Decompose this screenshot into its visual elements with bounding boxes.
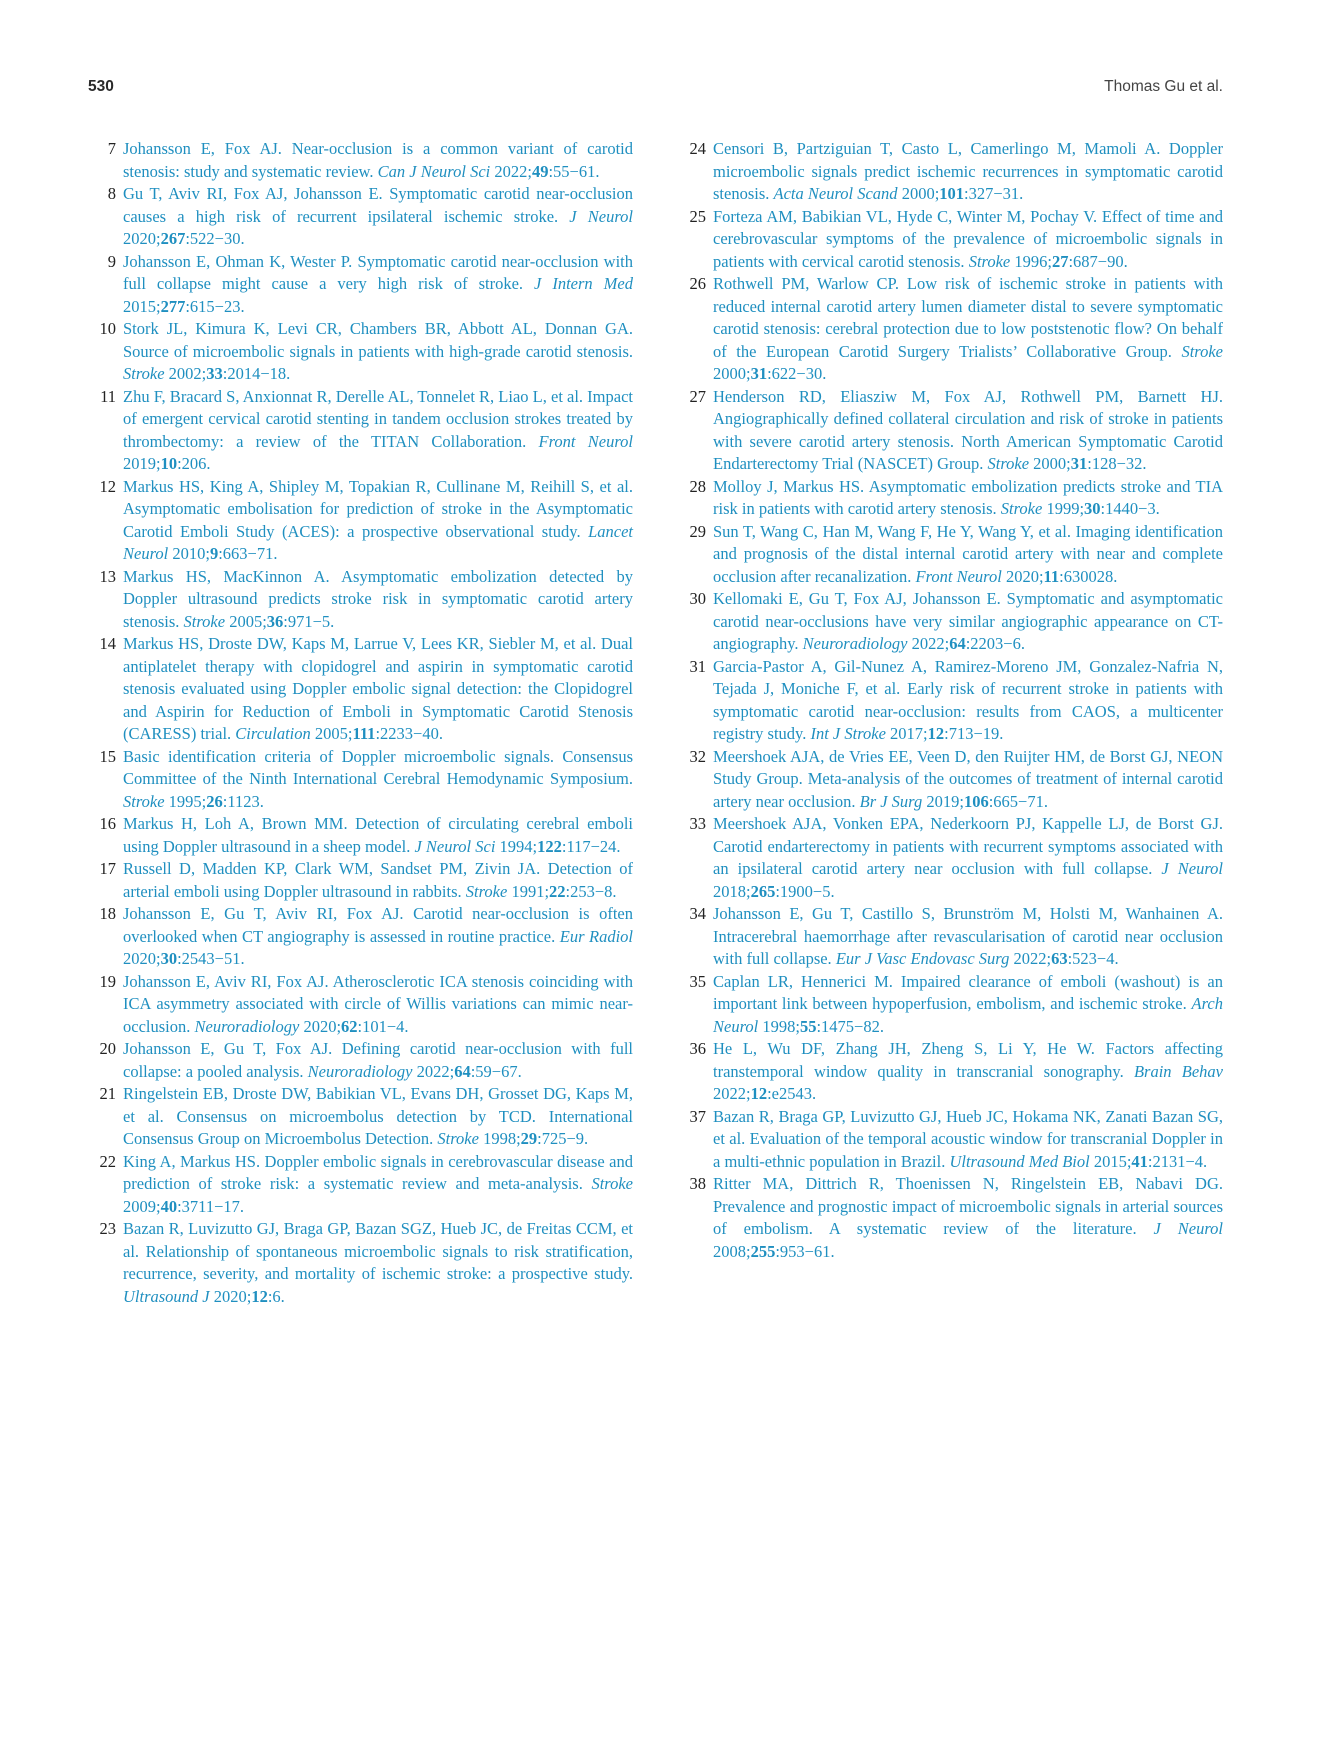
reference-journal: Eur J Vasc Endovasc Surg [835, 949, 1010, 968]
reference-volume: 30 [1084, 499, 1101, 518]
reference-year: 1991; [507, 881, 550, 901]
reference-volume: 111 [352, 724, 376, 743]
reference-number: 11 [100, 386, 116, 406]
reference-year: 2022; [907, 634, 950, 653]
reference-text[interactable] [713, 273, 1223, 386]
reference-year: 2017; [885, 724, 928, 743]
page-number: 530 [88, 78, 114, 95]
reference-authors-title: Meershoek AJA, Vonken EPA, Nederkoorn PJ, Kappelle LJ, de Borst GJ. Carotid endarterectomy in patients with recurrent symptoms associated with an ipsilateral carotid artery near occlusion with full collapse. [713, 814, 1223, 878]
reference-authors-title: Gu T, Aviv RI, Fox AJ, Johansson E. Symptomatic carotid near-occlusion causes a high risk of recurrent ipsilateral ischemic stroke. [123, 184, 633, 226]
reference-number: 19 [99, 971, 116, 991]
reference-item[interactable] [678, 903, 1223, 971]
reference-volume: 41 [1131, 1151, 1148, 1171]
reference-volume: 12 [251, 1286, 268, 1306]
reference-item[interactable] [678, 521, 1223, 589]
reference-journal: Eur Radiol [559, 926, 634, 946]
reference-authors-title: Forteza AM, Babikian VL, Hyde C, Winter M, Pochay V. Effect of time and cerebrovascular symptoms of the prevalence of microembolic signals in patients with cervical carotid stenosis. [713, 206, 1223, 271]
reference-year: 2000; [1029, 454, 1071, 473]
reference-number: 29 [689, 521, 706, 541]
reference-item[interactable] [678, 971, 1223, 1039]
page-header [88, 78, 1223, 96]
reference-volume: 27 [1051, 251, 1069, 271]
reference-authors-title: Johansson E, Gu T, Castillo S, Brunström M, Holsti M, Wanhainen A. Intracerebral haemorrhage after revascularisation of carotid near occlusion with full collapse. [713, 904, 1223, 968]
reference-volume: 49 [531, 161, 549, 181]
reference-item[interactable] [88, 183, 633, 251]
reference-pages: :663−71. [218, 544, 278, 563]
reference-journal: Acta Neurol Scand [773, 184, 898, 203]
reference-text[interactable] [713, 138, 1223, 206]
reference-volume: 9 [209, 544, 219, 563]
reference-authors-title: Caplan LR, Hennerici M. Impaired clearance of emboli (washout) is an important link between hypoperfusion, embolism, and ischemic stroke. [713, 971, 1223, 1013]
reference-year: 2005; [310, 724, 353, 743]
reference-text[interactable] [123, 971, 633, 1039]
reference-number: 20 [99, 1039, 116, 1058]
reference-number: 32 [689, 746, 706, 766]
reference-volume: 31 [750, 364, 768, 383]
reference-authors-title: Henderson RD, Eliasziw M, Fox AJ, Rothwell PM, Barnett HJ. Angiographically defined collateral circulation and risk of stroke in patients with severe carotid artery stenosis. North American Symptomatic Carotid Endarterectomy Trial (NASCET) Group. [713, 386, 1223, 473]
reference-text[interactable] [123, 476, 633, 566]
reference-authors-title: Johansson E, Gu T, Aviv RI, Fox AJ. Carotid near-occlusion is often overlooked when CT angiography is assessed in routine practice. [123, 904, 633, 946]
reference-volume: 11 [1043, 566, 1060, 586]
reference-year: 2020; [209, 1286, 252, 1306]
reference-year: 2008; [713, 1241, 751, 1261]
reference-pages: :725−9. [537, 1129, 589, 1148]
reference-volume: 277 [160, 296, 186, 316]
reference-volume: 33 [206, 364, 223, 383]
reference-text[interactable] [713, 746, 1223, 814]
reference-pages: :128−32. [1087, 454, 1147, 473]
reference-authors-title: Markus HS, King A, Shipley M, Topakian R, Cullinane M, Reihill S, et al. Asymptomatic embolisation for prediction of stroke in the Asymptomatic Carotid Emboli Study (ACES): a prospective observational study. [123, 476, 633, 541]
reference-volume: 12 [927, 724, 945, 743]
reference-number: 37 [689, 1106, 706, 1126]
reference-year: 2022; [1009, 949, 1052, 968]
reference-item[interactable] [678, 206, 1223, 274]
reference-journal: Neuroradiology [802, 634, 908, 653]
reference-text[interactable] [123, 183, 633, 251]
reference-number: 26 [689, 274, 706, 293]
reference-year: 2020; [1001, 566, 1044, 586]
reference-year: 2020; [123, 229, 161, 248]
reference-authors-title: Meershoek AJA, de Vries EE, Veen D, den Ruijter HM, de Borst GJ, NEON Study Group. Meta-analysis of the outcomes of treatment of internal carotid artery near occlusion. [713, 746, 1223, 811]
reference-pages: :665−71. [988, 791, 1048, 811]
reference-volume: 10 [160, 454, 178, 473]
reference-authors-title: Johansson E, Aviv RI, Fox AJ. Atherosclerotic ICA stenosis coinciding with ICA asymmetry associated with circle of Willis variations can mimic near-occlusion. [123, 971, 633, 1036]
reference-item[interactable] [88, 746, 633, 814]
reference-pages: :3711−17. [177, 1196, 244, 1216]
reference-journal: Brain Behav [1133, 1061, 1223, 1081]
reference-pages: :522−30. [185, 229, 245, 248]
reference-volume: 122 [537, 836, 562, 856]
reference-item[interactable] [678, 273, 1223, 386]
reference-year: 2002; [164, 364, 207, 383]
reference-item[interactable] [88, 633, 633, 746]
reference-item[interactable] [88, 971, 633, 1039]
reference-text[interactable] [713, 588, 1223, 656]
reference-authors-title: Ritter MA, Dittrich R, Thoenissen N, Ringelstein EB, Nabavi DG. Prevalence and prognostic impact of microembolic signals in arterial sources of embolism. A systematic review of the literature. [713, 1174, 1223, 1238]
reference-number: 12 [99, 476, 116, 496]
reference-journal: Stroke [1000, 499, 1043, 518]
reference-year: 1999; [1042, 499, 1085, 518]
reference-authors-title: He L, Wu DF, Zhang JH, Zheng S, Li Y, He W. Factors affecting transtemporal window quality in transcranial sonography. [713, 1039, 1223, 1081]
reference-pages: :622−30. [767, 364, 827, 383]
reference-authors-title: Bazan R, Braga GP, Luvizutto GJ, Hueb JC, Hokama NK, Zanati Bazan SG, et al. Evaluation of the temporal acoustic window for transcranial Doppler in a multi-ethnic population in Brazil. [713, 1106, 1223, 1171]
reference-year: 1998; [758, 1016, 800, 1036]
reference-volume: 12 [750, 1084, 768, 1103]
reference-journal: Can J Neurol Sci [377, 161, 491, 181]
reference-authors-title: King A, Markus HS. Doppler embolic signals in cerebrovascular disease and prediction of stroke risk: a systematic review and meta-analysis. [123, 1151, 633, 1193]
reference-journal: Neuroradiology [307, 1061, 413, 1081]
reference-year: 2019; [123, 454, 161, 473]
reference-item[interactable] [678, 476, 1223, 521]
reference-journal: Arch Neurol [713, 994, 1223, 1036]
reference-journal: Stroke [123, 364, 165, 383]
reference-number: 23 [99, 1219, 116, 1238]
reference-item[interactable] [88, 1083, 633, 1151]
reference-text[interactable] [123, 1218, 633, 1308]
reference-year: 2000; [713, 364, 751, 383]
reference-pages: :1123. [222, 791, 264, 811]
reference-item[interactable] [678, 746, 1223, 814]
reference-year: 2022; [412, 1061, 455, 1081]
reference-year: 2020; [299, 1016, 342, 1036]
reference-text[interactable] [123, 1083, 633, 1151]
reference-number: 28 [689, 476, 706, 496]
reference-volume: 64 [454, 1061, 471, 1081]
reference-number: 15 [99, 746, 116, 766]
reference-pages: :101−4. [357, 1016, 409, 1036]
reference-year: 2009; [123, 1196, 161, 1216]
reference-item[interactable] [678, 1106, 1223, 1174]
reference-text[interactable] [123, 318, 633, 386]
reference-number: 18 [99, 904, 116, 923]
reference-item[interactable] [88, 138, 633, 183]
reference-number: 21 [99, 1084, 116, 1103]
reference-journal: Ultrasound J [123, 1286, 210, 1306]
reference-number: 31 [689, 656, 706, 676]
reference-pages: :2203−6. [965, 634, 1025, 653]
reference-journal: Stroke [123, 791, 165, 811]
reference-volume: 22 [549, 881, 566, 901]
reference-text[interactable] [123, 566, 633, 634]
reference-number: 7 [107, 139, 116, 158]
reference-pages: :523−4. [1067, 949, 1119, 968]
reference-text[interactable] [713, 813, 1223, 903]
reference-number: 35 [689, 971, 706, 991]
reference-authors-title: Censori B, Partziguian T, Casto L, Camerlingo M, Mamoli A. Doppler microembolic signals predict ischemic recurrences in symptomatic carotid stenosis. [713, 139, 1223, 203]
reference-text[interactable] [123, 903, 633, 971]
reference-pages: :117−24. [561, 836, 621, 856]
running-head: Thomas Gu et al. [1104, 78, 1223, 95]
reference-year: 2018; [713, 881, 751, 901]
reference-pages: :327−31. [964, 184, 1024, 203]
reference-text[interactable] [713, 903, 1223, 971]
reference-text[interactable] [123, 858, 633, 903]
reference-number: 36 [689, 1039, 706, 1058]
reference-authors-title: Johansson E, Ohman K, Wester P. Symptomatic carotid near-occlusion with full collapse might cause a very high risk of stroke. [123, 251, 633, 293]
reference-column-right [678, 138, 1223, 1698]
reference-number: 38 [689, 1174, 706, 1193]
reference-authors-title: Johansson E, Gu T, Fox AJ. Defining carotid near-occlusion with full collapse: a pooled analysis. [123, 1039, 633, 1081]
reference-item[interactable] [678, 588, 1223, 656]
reference-pages: :2131−4. [1147, 1151, 1208, 1171]
reference-authors-title: Basic identification criteria of Doppler microembolic signals. Consensus Committee of the Ninth International Cerebral Hemodynamic Symposium. [123, 746, 633, 788]
reference-journal: Lancet Neurol [123, 521, 633, 563]
reference-text[interactable] [123, 251, 633, 319]
reference-volume: 267 [160, 229, 186, 248]
reference-item[interactable] [88, 1151, 633, 1219]
reference-authors-title: Sun T, Wang C, Han M, Wang F, He Y, Wang Y, et al. Imaging identification and prognosis of the distal internal carotid artery with near and complete occlusion after recanalization. [713, 521, 1223, 586]
reference-journal: Stroke [465, 881, 508, 901]
reference-journal: Stroke [591, 1174, 633, 1193]
reference-year: 2020; [123, 949, 161, 968]
reference-authors-title: Zhu F, Bracard S, Anxionnat R, Derelle AL, Tonnelet R, Liao L, et al. Impact of emergent cervical carotid stenting in tandem occlusion strokes treated by thrombectomy: a review of the TITAN Collaboration. [123, 386, 633, 451]
reference-journal: Neuroradiology [194, 1016, 300, 1036]
reference-year: 1996; [1010, 251, 1052, 271]
reference-journal: Ultrasound Med Biol [949, 1151, 1090, 1171]
reference-pages: :253−8. [565, 881, 617, 901]
reference-item[interactable] [88, 318, 633, 386]
reference-number: 9 [107, 251, 116, 271]
reference-pages: :55−61. [548, 161, 600, 181]
reference-item[interactable] [678, 656, 1223, 746]
reference-number: 16 [99, 814, 116, 833]
reference-pages: :206. [177, 454, 211, 473]
reference-text[interactable] [713, 476, 1223, 521]
reference-journal: J Neurol [1153, 1219, 1223, 1238]
reference-year: 2000; [897, 184, 940, 203]
reference-volume: 36 [266, 611, 284, 631]
reference-authors-title: Bazan R, Luvizutto GJ, Braga GP, Bazan SGZ, Hueb JC, de Freitas CCM, et al. Relationship of spontaneous microembolic signals to risk stratification, recurrence, severity, and mortality of ischemic stroke: a prospective study. [123, 1219, 633, 1283]
reference-number: 17 [99, 859, 116, 878]
reference-authors-title: Garcia-Pastor A, Gil-Nunez A, Ramirez-Moreno JM, Gonzalez-Nafria N, Tejada J, Moniche F, et al. Early risk of recurrent stroke in patients with symptomatic carotid near-occlusion: results from CAOS, a multicenter registry study. [713, 656, 1223, 743]
reference-text[interactable] [713, 971, 1223, 1039]
reference-volume: 55 [799, 1016, 817, 1036]
reference-authors-title: Stork JL, Kimura K, Levi CR, Chambers BR, Abbott AL, Donnan GA. Source of microembolic signals in patients with high-grade carotid stenosis. [123, 319, 633, 361]
reference-pages: :1900−5. [775, 881, 835, 901]
reference-authors-title: Ringelstein EB, Droste DW, Babikian VL, Evans DH, Grosset DG, Kaps M, et al. Consensus on microembolus detection by TCD. International Consensus Group on Microembolus Detection. [123, 1084, 633, 1148]
reference-authors-title: Molloy J, Markus HS. Asymptomatic embolization predicts stroke and TIA risk in patients with carotid artery stenosis. [713, 476, 1223, 518]
reference-pages: :615−23. [185, 296, 245, 316]
reference-year: 1995; [164, 791, 207, 811]
reference-volume: 64 [949, 634, 966, 653]
reference-authors-title: Markus H, Loh A, Brown MM. Detection of circulating cerebral emboli using Doppler ultrasound in a sheep model. [123, 814, 633, 856]
reference-pages: :630028. [1059, 566, 1118, 586]
reference-item[interactable] [88, 476, 633, 566]
reference-journal: Circulation [235, 724, 311, 743]
reference-pages: :2543−51. [177, 949, 245, 968]
reference-journal: Front Neurol [915, 566, 1002, 586]
reference-item[interactable] [88, 251, 633, 319]
reference-item[interactable] [88, 813, 633, 858]
reference-year: 2022; [713, 1084, 751, 1103]
reference-journal: Stroke [968, 251, 1011, 271]
reference-number: 10 [99, 319, 116, 338]
reference-text[interactable] [123, 138, 633, 183]
reference-text[interactable] [123, 1151, 633, 1219]
reference-journal: Br J Surg [859, 791, 923, 811]
reference-item[interactable] [88, 386, 633, 476]
reference-journal: J Neurol Sci [414, 836, 496, 856]
reference-number: 33 [689, 814, 706, 833]
reference-volume: 106 [963, 791, 989, 811]
reference-number: 24 [689, 139, 706, 158]
reference-pages: :e2543. [767, 1084, 817, 1103]
reference-pages: :6. [267, 1286, 285, 1306]
reference-text[interactable] [713, 656, 1223, 746]
reference-journal: Front Neurol [538, 431, 633, 451]
reference-item[interactable] [678, 138, 1223, 206]
reference-volume: 26 [206, 791, 223, 811]
reference-number: 30 [689, 589, 706, 608]
reference-volume: 31 [1070, 454, 1088, 473]
reference-volume: 63 [1051, 949, 1068, 968]
reference-year: 2022; [490, 161, 532, 181]
reference-number: 27 [689, 386, 706, 406]
reference-number: 13 [99, 566, 116, 586]
reference-item[interactable] [678, 1173, 1223, 1263]
reference-journal: Stroke [987, 454, 1030, 473]
reference-year: 2019; [922, 791, 964, 811]
reference-number: 25 [689, 206, 706, 226]
reference-number: 8 [107, 184, 116, 203]
reference-pages: :971−5. [283, 611, 335, 631]
reference-pages: :59−67. [470, 1061, 522, 1081]
reference-authors-title: Markus HS, Droste DW, Kaps M, Larrue V, Lees KR, Siebler M, et al. Dual antiplatelet therapy with clopidogrel and aspirin in symptomatic carotid stenosis evaluated using Doppler embolic signal detection: the Clopidogrel and Aspirin for Reduction of Emboli in Symptomatic Carotid Stenosis (CARESS) trial. [123, 634, 633, 743]
reference-pages: :2014−18. [222, 364, 291, 383]
reference-item[interactable] [678, 1038, 1223, 1106]
reference-item[interactable] [678, 813, 1223, 903]
reference-item[interactable] [88, 903, 633, 971]
reference-volume: 40 [160, 1196, 178, 1216]
reference-item[interactable] [678, 386, 1223, 476]
reference-volume: 265 [750, 881, 776, 901]
reference-volume: 101 [939, 184, 965, 203]
reference-journal: Stroke [183, 611, 226, 631]
reference-authors-title: Kellomaki E, Gu T, Fox AJ, Johansson E. Symptomatic and asymptomatic carotid near-occlusions have very similar angiographic appearance on CT-angiography. [713, 589, 1223, 653]
reference-volume: 255 [750, 1241, 776, 1261]
reference-authors-title: Rothwell PM, Warlow CP. Low risk of ischemic stroke in patients with reduced internal carotid artery lumen diameter distal to severe symptomatic carotid stenosis: cerebral protection due to low poststenotic flow? On behalf of the European Carotid Surgery Trialists’ Collaborative Group. [713, 274, 1223, 361]
reference-item[interactable] [88, 858, 633, 903]
reference-text[interactable] [713, 1038, 1223, 1106]
reference-item[interactable] [88, 1218, 633, 1308]
reference-year: 2015; [123, 296, 161, 316]
reference-text[interactable] [713, 386, 1223, 476]
reference-text[interactable] [713, 206, 1223, 274]
reference-pages: :1440−3. [1100, 499, 1160, 518]
reference-authors-title: Russell D, Madden KP, Clark WM, Sandset PM, Zivin JA. Detection of arterial emboli using Doppler ultrasound in rabbits. [123, 859, 633, 901]
reference-authors-title: Markus HS, MacKinnon A. Asymptomatic embolization detected by Doppler ultrasound predicts stroke risk in symptomatic carotid artery stenosis. [123, 566, 633, 631]
reference-text[interactable] [123, 386, 633, 476]
reference-journal: J Neurol [569, 206, 633, 226]
reference-item[interactable] [88, 1038, 633, 1083]
reference-journal: J Neurol [1161, 859, 1223, 878]
reference-year: 2015; [1089, 1151, 1132, 1171]
reference-text[interactable] [123, 633, 633, 746]
reference-pages: :713−19. [944, 724, 1004, 743]
reference-column-left [88, 138, 633, 1698]
reference-pages: :687−90. [1068, 251, 1128, 271]
reference-journal: Stroke [1181, 341, 1223, 361]
reference-volume: 30 [160, 949, 178, 968]
reference-journal: Stroke [437, 1129, 479, 1148]
reference-year: 2005; [225, 611, 267, 631]
reference-pages: :1475−82. [816, 1016, 884, 1036]
reference-text[interactable] [123, 746, 633, 814]
reference-volume: 62 [341, 1016, 358, 1036]
reference-number: 34 [689, 904, 706, 923]
reference-volume: 29 [520, 1129, 538, 1148]
reference-text[interactable] [713, 1173, 1223, 1263]
reference-authors-title: Johansson E, Fox AJ. Near-occlusion is a common variant of carotid stenosis: study and systematic review. [123, 139, 633, 181]
reference-journal: Int J Stroke [810, 724, 886, 743]
reference-text[interactable] [123, 1038, 633, 1083]
reference-text[interactable] [713, 521, 1223, 589]
reference-pages: :2233−40. [375, 724, 443, 743]
reference-year: 2010; [168, 544, 210, 563]
reference-text[interactable] [123, 813, 633, 858]
reference-journal: J Intern Med [534, 274, 633, 293]
reference-columns [88, 138, 1223, 1698]
reference-item[interactable] [88, 566, 633, 634]
reference-year: 1998; [478, 1129, 521, 1148]
reference-number: 22 [99, 1151, 116, 1171]
reference-number: 14 [99, 634, 116, 653]
reference-pages: :953−61. [775, 1241, 835, 1261]
reference-year: 1994; [495, 836, 538, 856]
reference-text[interactable] [713, 1106, 1223, 1174]
